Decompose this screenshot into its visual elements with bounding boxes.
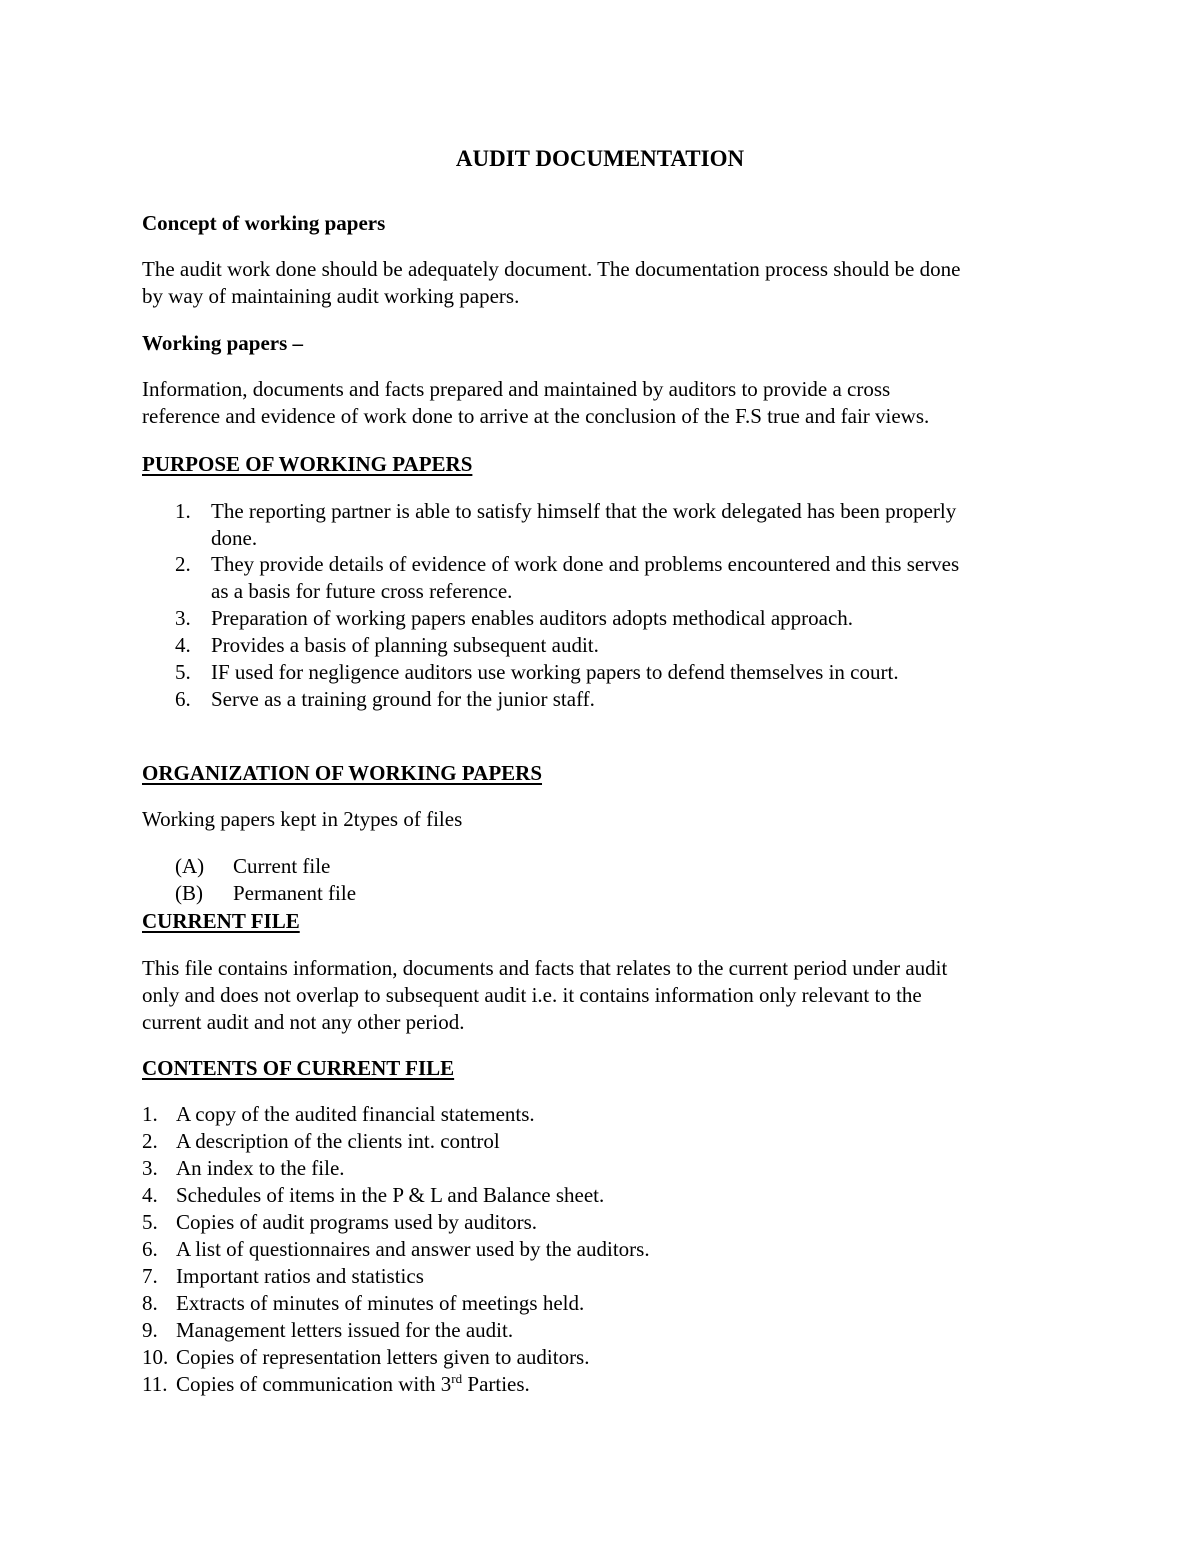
- current-file-heading: CURRENT FILE: [142, 909, 300, 933]
- current-file-text-line-2: only and does not overlap to subsequent audit i.e. it contains information only relevant to the: [142, 983, 922, 1007]
- list-text: A description of the clients int. control: [176, 1129, 500, 1153]
- document-title: AUDIT DOCUMENTATION: [455, 146, 745, 171]
- list-text: Serve as a training ground for the junior staff.: [211, 687, 595, 711]
- list-text: Schedules of items in the P & L and Balance sheet.: [176, 1183, 605, 1207]
- list-text: The reporting partner is able to satisfy himself that the work delegated has been properly: [211, 499, 957, 523]
- list-number: 8.: [142, 1291, 158, 1315]
- list-text-end: Parties.: [462, 1372, 530, 1396]
- list-text: Copies of representation letters given to auditors.: [176, 1345, 590, 1369]
- list-number: 5.: [142, 1210, 158, 1234]
- list-text: IF used for negligence auditors use working papers to defend themselves in court.: [211, 660, 899, 684]
- working-papers-heading: Working papers –: [142, 331, 304, 355]
- working-papers-text-line-1: Information, documents and facts prepared and maintained by auditors to provide a cross: [142, 377, 891, 401]
- working-papers-text-line-2: reference and evidence of work done to arrive at the conclusion of the F.S true and fair views.: [142, 404, 930, 428]
- list-text: Provides a basis of planning subsequent audit.: [211, 633, 599, 657]
- list-number: 1.: [175, 499, 191, 523]
- file-type-label: (A): [175, 854, 205, 878]
- list-text: Management letters issued for the audit.: [176, 1318, 514, 1342]
- list-text: A copy of the audited financial statements.: [176, 1102, 535, 1126]
- concept-heading: Concept of working papers: [142, 211, 386, 235]
- list-number: 11.: [142, 1372, 168, 1396]
- file-type-label: (B): [175, 881, 203, 905]
- list-text: They provide details of evidence of work done and problems encountered and this serves: [211, 552, 960, 576]
- organization-text: Working papers kept in 2types of files: [142, 807, 463, 831]
- list-text: An index to the file.: [176, 1156, 345, 1180]
- list-number: 2.: [142, 1129, 158, 1153]
- list-number: 5.: [175, 660, 191, 684]
- current-file-text-line-3: current audit and not any other period.: [142, 1010, 465, 1034]
- concept-text-line-1: The audit work done should be adequately document. The documentation process should be done: [142, 257, 961, 281]
- list-text: Important ratios and statistics: [176, 1264, 424, 1288]
- list-number: 3.: [175, 606, 191, 630]
- list-number: 10.: [142, 1345, 169, 1369]
- list-text: Copies of audit programs used by auditors.: [176, 1210, 538, 1234]
- file-type-text: Current file: [233, 854, 331, 878]
- list-number: 4.: [142, 1183, 158, 1207]
- ordinal-suffix: rd: [451, 1371, 463, 1386]
- concept-text-line-2: by way of maintaining audit working papers.: [142, 284, 520, 308]
- purpose-heading: PURPOSE OF WORKING PAPERS: [142, 452, 473, 476]
- list-number: 1.: [142, 1102, 158, 1126]
- list-number: 6.: [175, 687, 191, 711]
- file-type-text: Permanent file: [233, 881, 357, 905]
- list-text: Preparation of working papers enables auditors adopts methodical approach.: [211, 606, 854, 630]
- list-text: Extracts of minutes of minutes of meetings held.: [176, 1291, 585, 1315]
- organization-heading: ORGANIZATION OF WORKING PAPERS: [142, 761, 543, 785]
- list-text-continued: as a basis for future cross reference.: [211, 579, 513, 603]
- list-number: 4.: [175, 633, 191, 657]
- list-text-continued: done.: [211, 526, 258, 550]
- list-number: 9.: [142, 1318, 158, 1342]
- list-text-main: Copies of communication with 3: [176, 1372, 452, 1396]
- list-number: 7.: [142, 1264, 158, 1288]
- list-number: 3.: [142, 1156, 158, 1180]
- list-number: 2.: [175, 552, 191, 576]
- list-text: [176, 1371, 530, 1398]
- current-file-text-line-1: This file contains information, documents and facts that relates to the current period under audit: [142, 956, 948, 980]
- list-text: A list of questionnaires and answer used by the auditors.: [176, 1237, 650, 1261]
- list-number: 6.: [142, 1237, 158, 1261]
- contents-heading: CONTENTS OF CURRENT FILE: [142, 1056, 455, 1080]
